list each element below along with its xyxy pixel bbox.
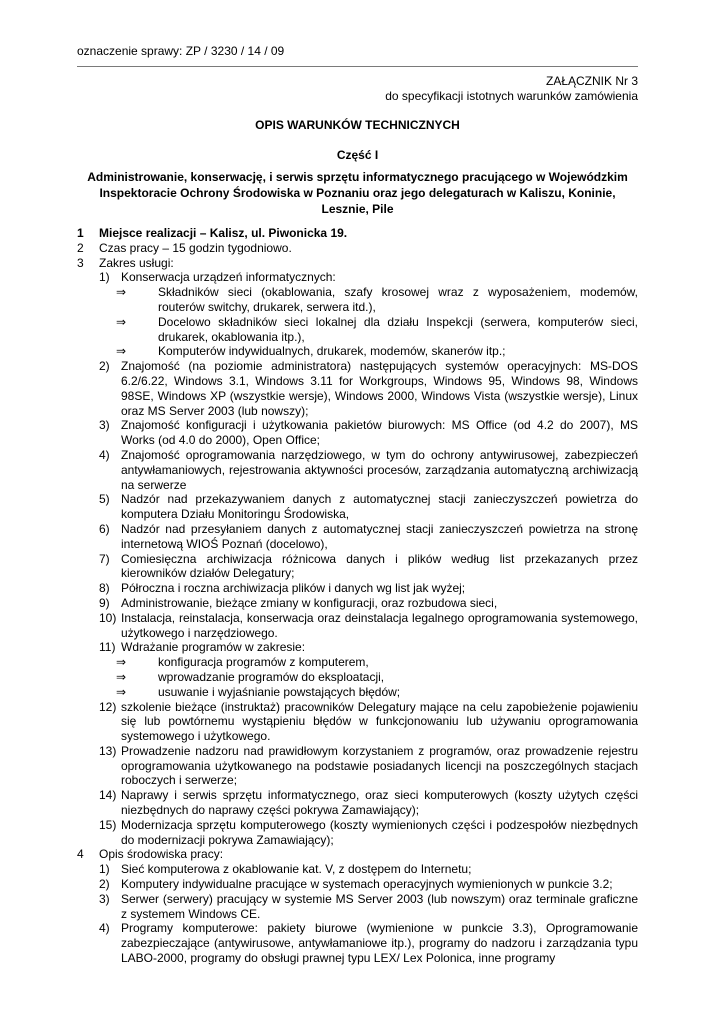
environment-item [77, 877, 638, 892]
scope-item-number: 4) [99, 447, 110, 462]
section-text: Opis środowiska pracy: [99, 847, 224, 862]
environment-item-text: Serwer (serwery) pracujący w systemie MS Server 2003 (lub nowszym) oraz terminale graficzne z systemem Windows CE. [121, 891, 638, 921]
scope-item [77, 448, 638, 492]
header-divider [77, 66, 638, 67]
environment-item-number: 1) [99, 862, 110, 877]
scope-item-text: Naprawy i serwis sprzętu informatycznego, oraz sieci komputerowych (koszty użytych części niezbędnych do naprawy części pokrywa Zamawiający); [121, 788, 638, 818]
scope-item [77, 596, 638, 611]
scope-item-text: Comiesięczna archiwizacja różnicowa danych i plików według list przekazanych przez kierowników działów Delegatury; [121, 551, 638, 581]
scope-item [77, 744, 638, 788]
environment-item-text: Sieć komputerowa z okablowanie kat. V, z dostępem do Internetu; [121, 862, 472, 877]
scope-item [77, 700, 638, 744]
scope-item-text: Konserwacja urządzeń informatycznych: [121, 270, 336, 285]
part-heading: Część I [336, 148, 379, 162]
scope-item-text: Półroczna i roczna archiwizacja plików i danych wg list jak wyżej; [121, 581, 466, 596]
scope-item-text: Prowadzenie nadzoru nad prawidłowym korzystaniem z programów, oraz prowadzenie rejestru oprogramowania użytkowanego na podstawie posiadanych licencji na poszczególnych stacjach roboczych i serwerze; [121, 743, 638, 788]
scope-item-number: 6) [99, 521, 110, 536]
scope-item [77, 581, 638, 596]
arrow-bullet-icon: ⇒ [116, 669, 127, 684]
scope-item-number: 9) [99, 595, 110, 610]
section-text: Zakres usługi: [99, 255, 174, 270]
scope-bullet [77, 315, 638, 345]
case-reference: oznaczenie sprawy: ZP / 3230 / 14 / 09 [77, 44, 285, 58]
environment-item-text: Komputery indywidualne pracujące w systemach operacyjnych wymienionych w punkcie 3.2; [121, 877, 613, 892]
scope-item [77, 611, 638, 641]
section-number: 3 [77, 255, 84, 270]
environment-item-text: Programy komputerowe: pakiety biurowe (wymienione w punkcie 3.3), Oprogramowanie zabezpieczające (antywirusowe, antywłamaniowe itp.), programy do nadzoru i zarządzania typu LABO-2000, programy do obsługi prawnej typu LEX/ Lex Polonica, inne programy [121, 921, 638, 966]
scope-bullet [77, 685, 638, 700]
scope-bullet-text: konfiguracja programów z komputerem, [158, 655, 369, 670]
scope-item [77, 522, 638, 552]
scope-item-number: 5) [99, 492, 110, 507]
document-body [77, 226, 638, 966]
scope-bullet-text: usuwanie i wyjaśnianie powstających błędów; [158, 684, 401, 699]
scope-item-number: 11) [99, 640, 116, 655]
scope-item-text: Nadzór nad przesyłaniem danych z automatycznej stacji zanieczyszczeń powietrza na stronę internetową WIOŚ Poznań (docelowo), [121, 521, 638, 551]
scope-item-number: 2) [99, 359, 110, 374]
scope-bullet-text: wprowadzanie programów do eksploatacji, [158, 669, 385, 684]
scope-item-number: 14) [99, 788, 117, 803]
scope-bullet [77, 285, 638, 315]
scope-item-text: Administrowanie, bieżące zmiany w konfiguracji, oraz rozbudowa sieci, [121, 595, 498, 610]
scope-item-text: Znajomość oprogramowania narzędziowego, w tym do ochrony antywirusowej, zabezpieczeń antywłamaniowych, rejestrowania aktywności procesów, zarządzania automatyczną archiwizacją na serwerze [121, 447, 638, 492]
arrow-bullet-icon: ⇒ [116, 684, 127, 699]
environment-item [77, 862, 638, 877]
scope-item-number: 3) [99, 418, 110, 433]
arrow-bullet-icon: ⇒ [116, 314, 127, 329]
scope-item [77, 492, 638, 522]
scope-item-number: 10) [99, 610, 117, 625]
annex-label [385, 74, 638, 104]
scope-item [77, 418, 638, 448]
section-text: Czas pracy – 15 godzin tygodniowo. [99, 240, 292, 255]
scope-item-number: 1) [99, 270, 110, 285]
scope-item-text: Instalacja, reinstalacja, konserwacja oraz deinstalacja legalnego oprogramowania systemowego, użytkowego i narzędziowego. [121, 610, 638, 640]
section-1 [77, 226, 638, 241]
section-3 [77, 256, 638, 271]
scope-bullet [77, 344, 638, 359]
scope-item-number: 15) [99, 817, 117, 832]
scope-item-number: 7) [99, 551, 110, 566]
scope-item [77, 552, 638, 582]
scope-item-text: Wdrażanie programów w zakresie: [121, 640, 306, 655]
section-text: Miejsce realizacji – Kalisz, ul. Piwonicka 19. [99, 226, 348, 240]
scope-item [77, 270, 638, 285]
scope-bullet-text: Docelowo składników sieci lokalnej dla działu Inspekcji (serwera, komputerów sieci, drukarek, okablowania itp.), [158, 314, 638, 344]
scope-item [77, 818, 638, 848]
section-number: 4 [77, 847, 84, 862]
scope-item-text: szkolenie bieżące (instruktaż) pracowników Delegatury mające na celu zapobieżenie pojawieniu się lub powtórnemu wystąpieniu błędów w funkcjonowaniu lub używaniu oprogramowania systemowego i użytkowego. [121, 699, 638, 744]
environment-item-number: 3) [99, 891, 110, 906]
scope-item-text: Znajomość (na poziomie administratora) następujących systemów operacyjnych: MS-DOS 6.2/6.22, Windows 3.1, Windows 3.11 for Workgroups, Windows 95, Windows 98, Windows 98SE, Windows XP (wszystkie wersje), Windows 2000, Windows Vista (wszystkie wersje), Linux oraz MS Server 2003 (lub nowszy); [121, 359, 638, 418]
lead-paragraph: Administrowanie, konserwację, i serwis sprzętu informatycznego pracującego w Wojewódzkim Inspektoracie Ochrony Środowiska w Poznaniu oraz jego delegaturach w Kaliszu, Koninie, Lesznie, Pile [87, 170, 628, 216]
section-number: 2 [77, 240, 84, 255]
annex-number: ZAŁĄCZNIK Nr 3 [545, 74, 638, 88]
arrow-bullet-icon: ⇒ [116, 344, 127, 359]
arrow-bullet-icon: ⇒ [116, 655, 127, 670]
scope-bullet [77, 655, 638, 670]
environment-item-number: 2) [99, 877, 110, 892]
scope-bullet-text: Składników sieci (okablowania, szafy krosowej wraz z wyposażeniem, modemów, routerów switchy, drukarek, serwera itd.), [158, 285, 638, 314]
section-2 [77, 241, 638, 256]
environment-item [77, 921, 638, 965]
scope-item-number: 8) [99, 581, 110, 596]
scope-bullet [77, 670, 638, 685]
scope-bullet-text: Komputerów indywidualnych, drukarek, modemów, skanerów itp.; [158, 344, 506, 359]
scope-item-text: Znajomość konfiguracji i użytkowania pakietów biurowych: MS Office (od 4.2 do 2007), MS Works (od 4.0 do 2000), Open Office; [121, 418, 638, 448]
environment-item-number: 4) [99, 921, 110, 936]
section-number: 1 [77, 226, 84, 240]
scope-item [77, 640, 638, 655]
scope-item-text: Nadzór nad przekazywaniem danych z automatycznej stacji zanieczyszczeń powietrza do komputera Działu Monitoringu Środowiska, [121, 492, 638, 522]
document-title: OPIS WARUNKÓW TECHNICZNYCH [255, 118, 460, 132]
scope-item [77, 359, 638, 418]
arrow-bullet-icon: ⇒ [116, 285, 127, 300]
scope-item-text: Modernizacja sprzętu komputerowego (koszty wymienionych części i podzespołów niezbędnych do modernizacji pokrywa Zamawiający); [121, 817, 638, 847]
scope-item-number: 13) [99, 743, 117, 758]
scope-item-number: 12) [99, 699, 117, 714]
environment-item [77, 892, 638, 922]
scope-item [77, 788, 638, 818]
section-4 [77, 847, 638, 862]
annex-description: do specyfikacji istotnych warunków zamówienia [385, 89, 638, 103]
